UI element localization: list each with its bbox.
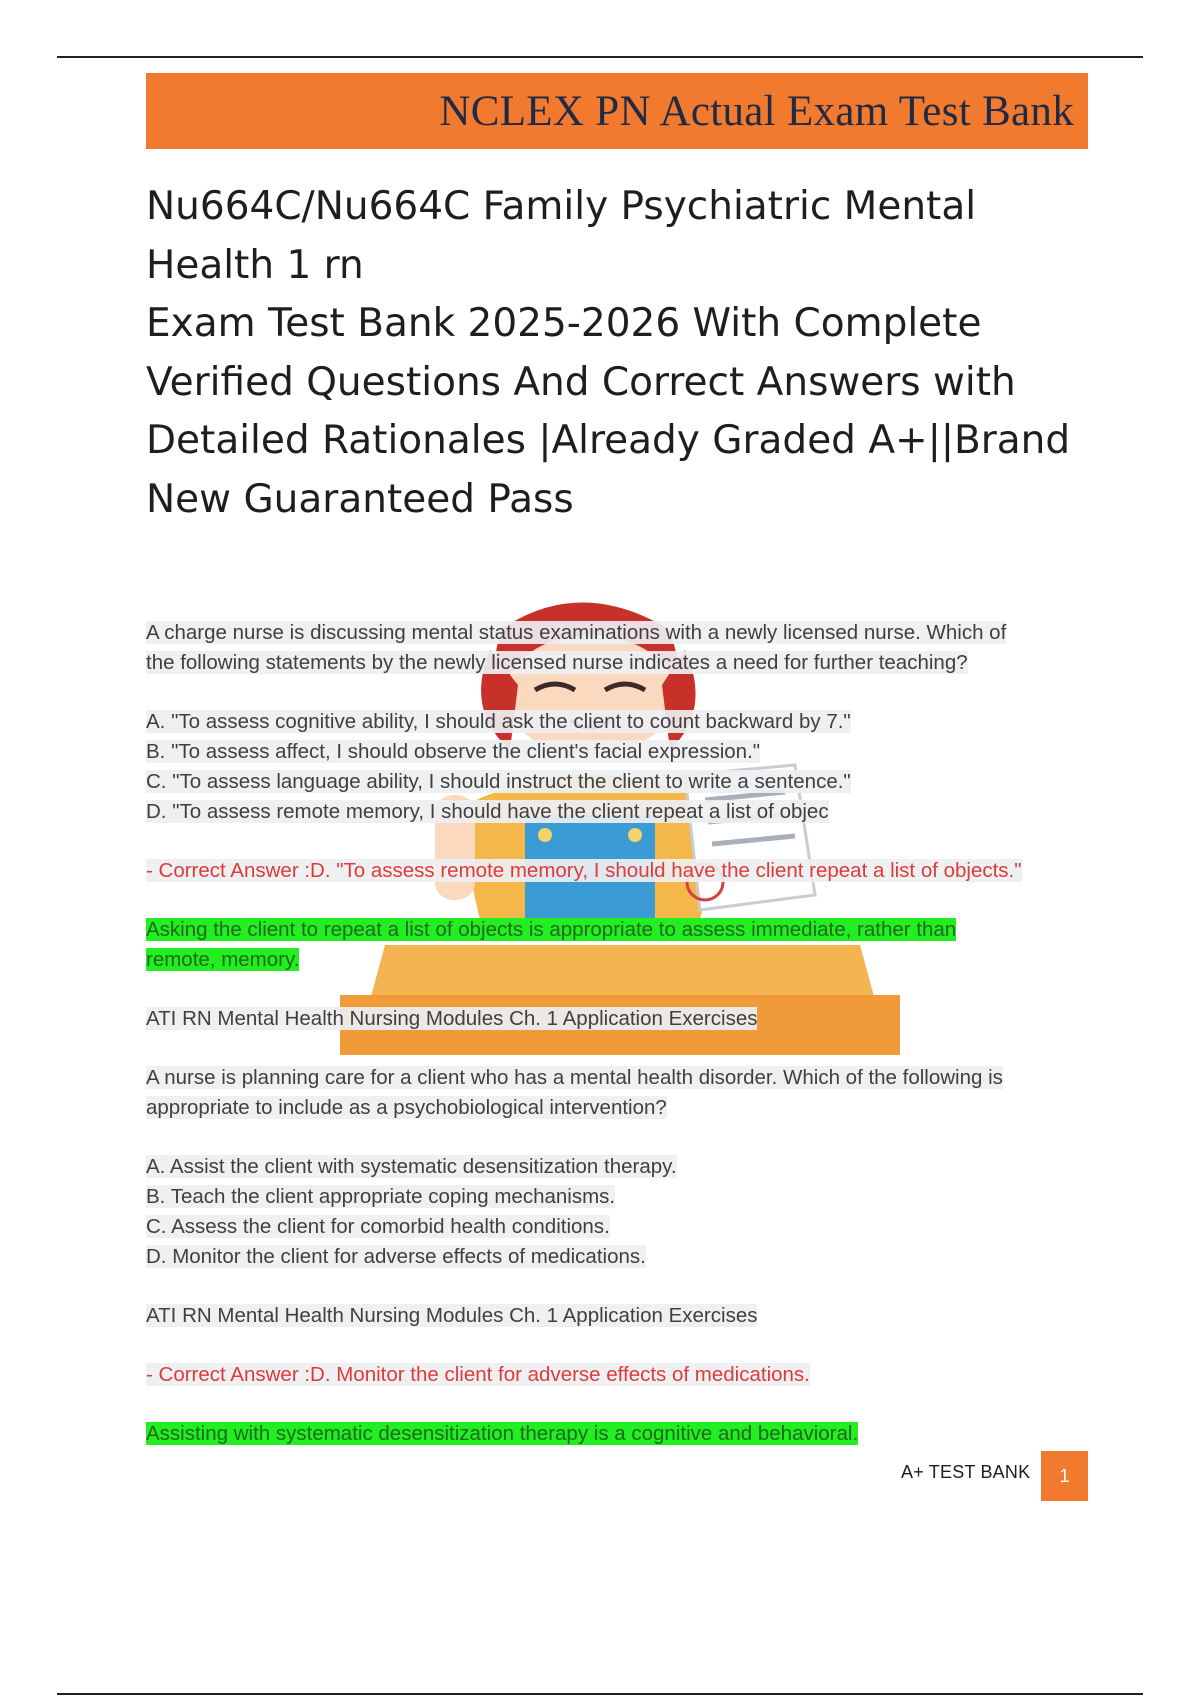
spacer xyxy=(146,1272,1106,1301)
rationale: Asking the client to repeat a list of objects is appropriate to assess immediate, rather than xyxy=(146,918,957,941)
question-source: ATI RN Mental Health Nursing Modules Ch. 1 Application Exercises xyxy=(146,1007,758,1030)
bottom-rule xyxy=(57,1693,1143,1695)
question-stem: the following statements by the newly licensed nurse indicates a need for further teaching? xyxy=(146,651,968,674)
spacer xyxy=(146,975,1106,1004)
page-number: 1 xyxy=(1059,1465,1070,1486)
question-stem: appropriate to include as a psychobiological intervention? xyxy=(146,1096,667,1119)
answer-option: D. "To assess remote memory, I should have the client repeat a list of objec xyxy=(146,800,829,823)
spacer xyxy=(146,678,1106,707)
question-source: ATI RN Mental Health Nursing Modules Ch. 1 Application Exercises xyxy=(146,1304,758,1327)
spacer xyxy=(146,827,1106,856)
banner-title: NCLEX PN Actual Exam Test Bank xyxy=(439,87,1074,135)
answer-option: C. "To assess language ability, I should instruct the client to write a sentence." xyxy=(146,770,851,793)
title-line: Verified Questions And Correct Answers with xyxy=(146,359,1016,405)
answer-option: D. Monitor the client for adverse effects of medications. xyxy=(146,1245,646,1268)
answer-option: A. "To assess cognitive ability, I should ask the client to count backward by 7." xyxy=(146,710,851,733)
question-stem: A charge nurse is discussing mental status examinations with a newly licensed nurse. Which of xyxy=(146,621,1007,644)
question-content xyxy=(146,618,1106,1449)
correct-answer: - Correct Answer :D. Monitor the client for adverse effects of medications. xyxy=(146,1363,810,1386)
question-stem: A nurse is planning care for a client who has a mental health disorder. Which of the following is xyxy=(146,1066,1003,1089)
answer-option: A. Assist the client with systematic desensitization therapy. xyxy=(146,1155,677,1178)
spacer xyxy=(146,1034,1106,1063)
rationale: Assisting with systematic desensitization therapy is a cognitive and behavioral. xyxy=(146,1422,859,1445)
title-line: New Guaranteed Pass xyxy=(146,476,574,522)
title-line: Detailed Rationales |Already Graded A+||Brand xyxy=(146,418,1071,464)
top-rule xyxy=(57,56,1143,58)
header-banner xyxy=(146,73,1088,149)
spacer xyxy=(146,1390,1106,1419)
answer-option: C. Assess the client for comorbid health conditions. xyxy=(146,1215,610,1238)
document-title xyxy=(146,178,1106,530)
title-line: Nu664C/Nu664C Family Psychiatric Mental xyxy=(146,184,977,229)
page-number-badge xyxy=(1041,1451,1088,1501)
rationale: remote, memory. xyxy=(146,948,300,971)
spacer xyxy=(146,1123,1106,1152)
spacer xyxy=(146,1331,1106,1360)
answer-option: B. Teach the client appropriate coping mechanisms. xyxy=(146,1185,616,1208)
spacer xyxy=(146,886,1106,915)
correct-answer: - Correct Answer :D. "To assess remote memory, I should have the client repeat a list of objects." xyxy=(146,859,1022,882)
title-line: Exam Test Bank 2025-2026 With Complete xyxy=(146,301,982,347)
footer-label: A+ TEST BANK xyxy=(901,1462,1031,1482)
title-line: Health 1 rn xyxy=(146,242,364,288)
answer-option: B. "To assess affect, I should observe the client's facial expression." xyxy=(146,740,761,763)
